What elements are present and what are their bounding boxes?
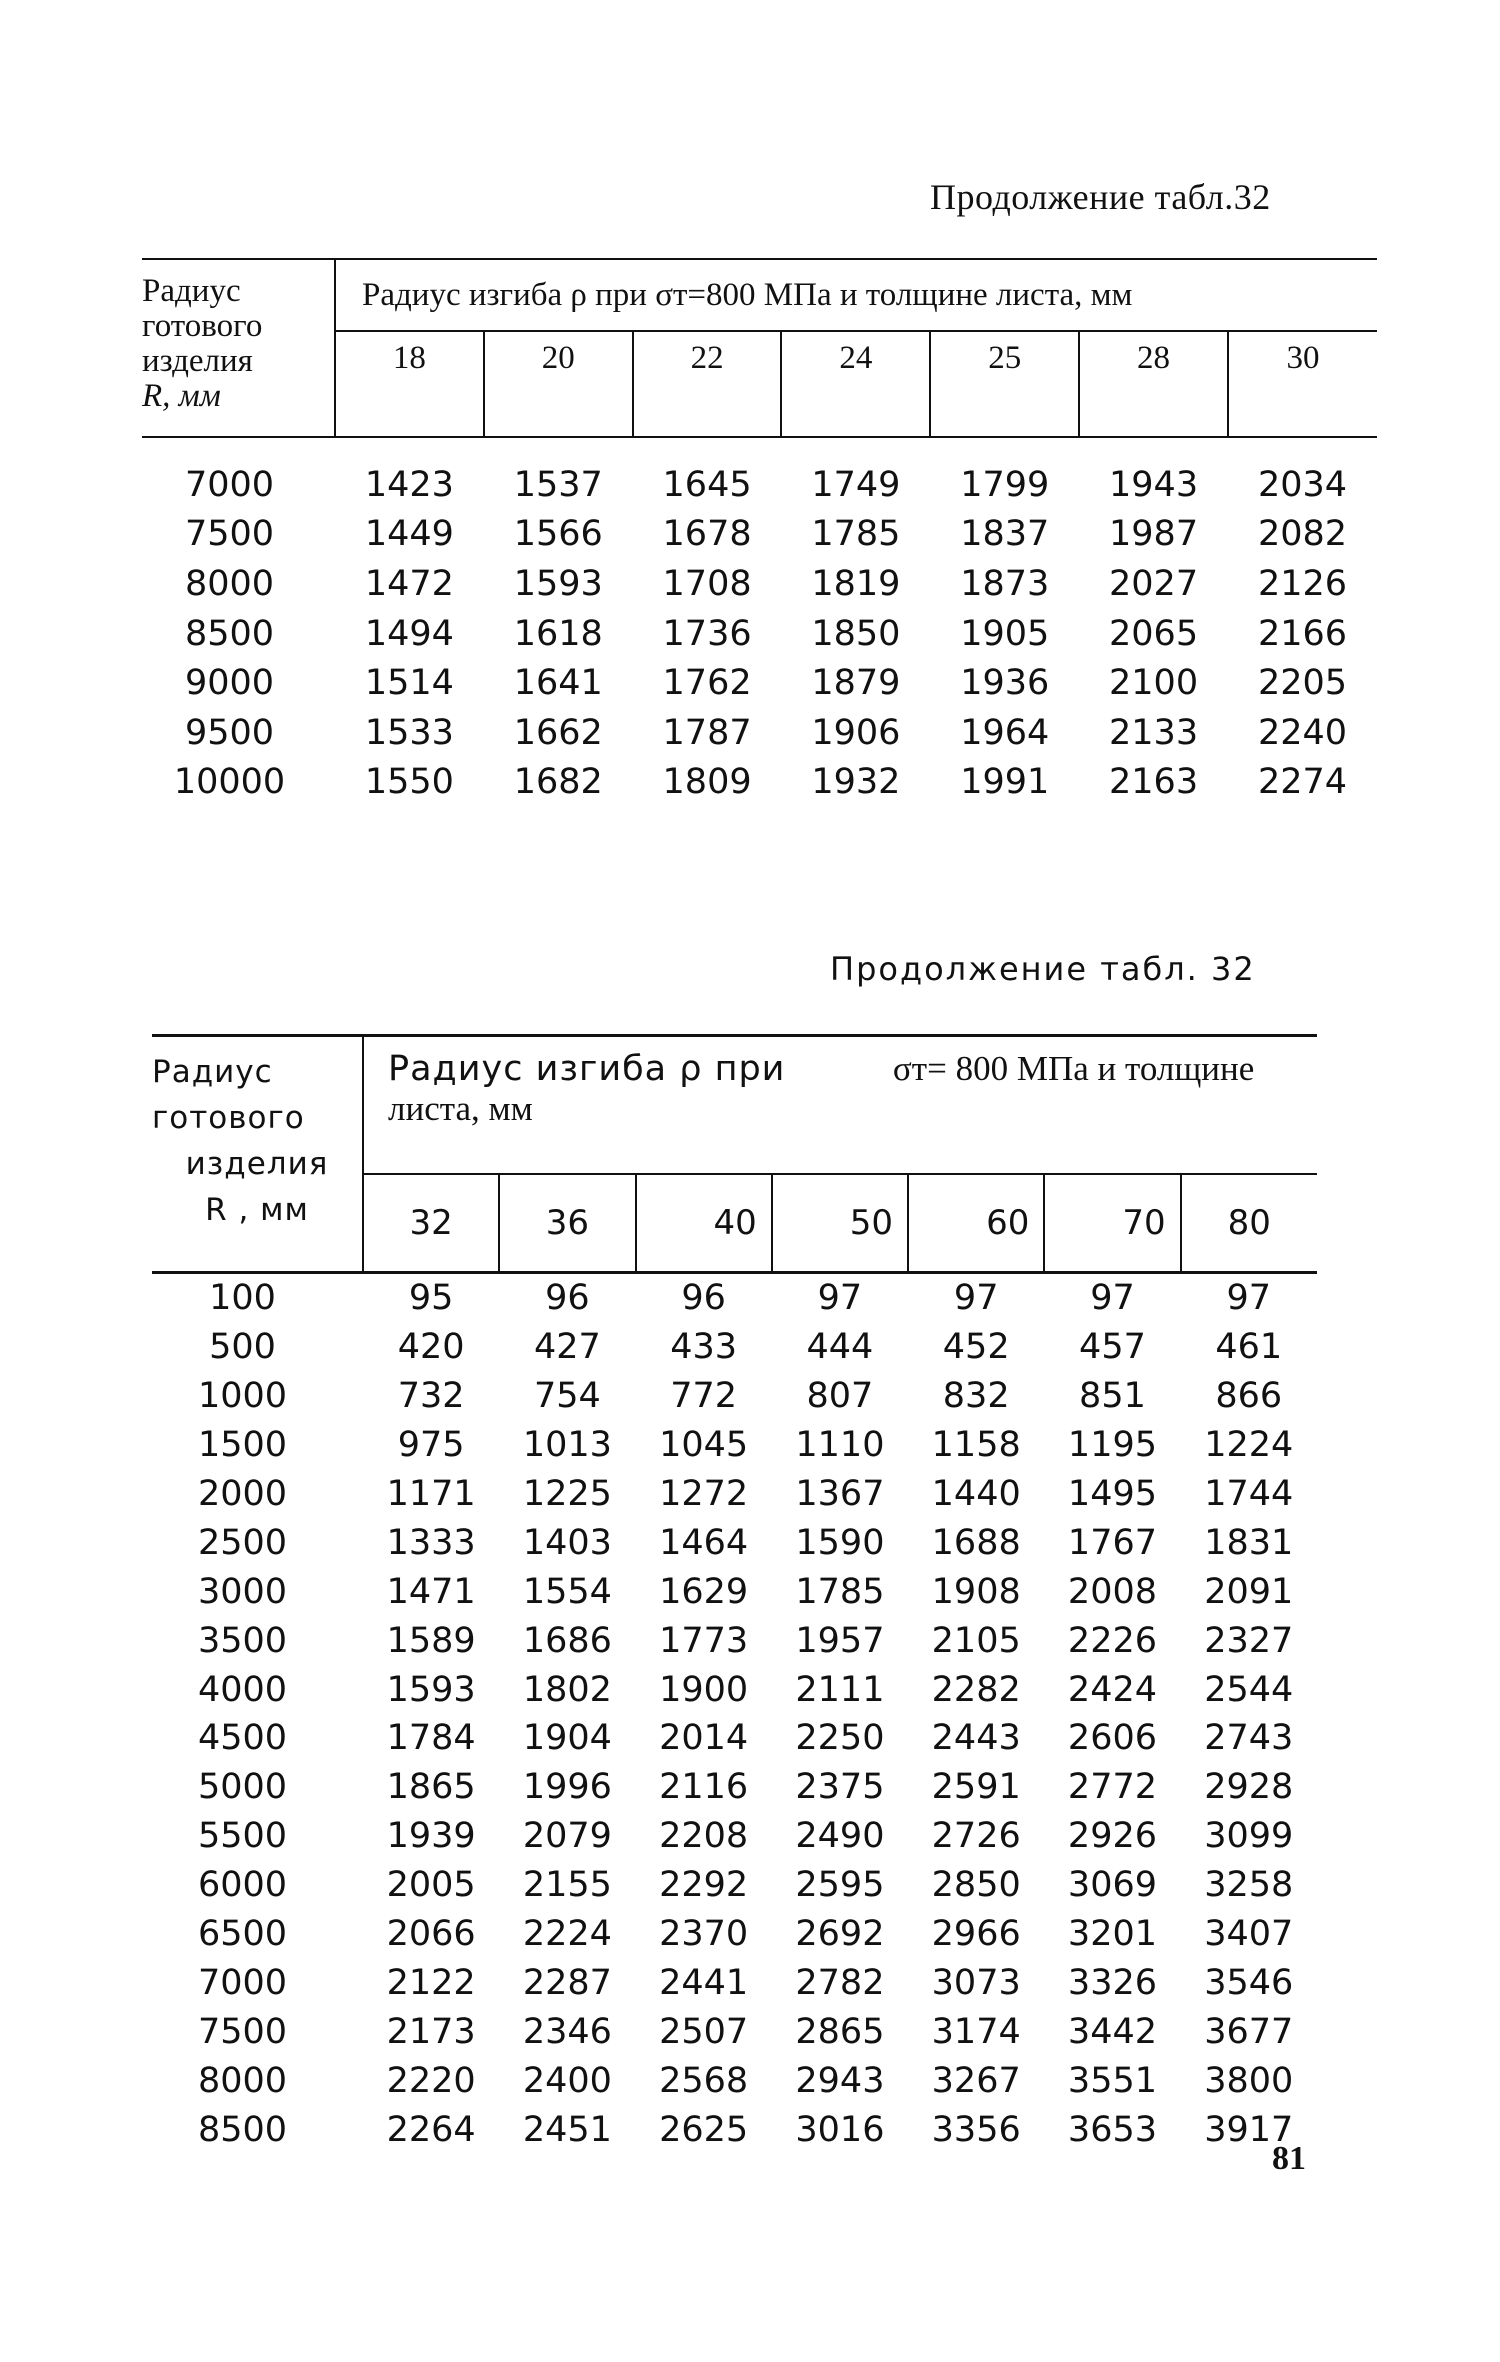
table2-caption: Продолжение табл. 32: [830, 950, 1256, 988]
bend-radius-cell: 1554: [522, 1571, 612, 1612]
bend-radius-cell: 1785: [795, 1571, 885, 1612]
table1-caption: Продолжение табл.32: [930, 177, 1271, 217]
bend-radius-cell: 3653: [1067, 2109, 1157, 2150]
bend-radius-cell: 772: [670, 1376, 738, 1417]
bend-radius-cell: 1688: [931, 1522, 1021, 1563]
bend-radius-cell: 2079: [522, 1816, 612, 1857]
bend-radius-cell: 1686: [522, 1620, 612, 1661]
bend-radius-cell: 97: [817, 1278, 863, 1319]
bend-radius-cell: 427: [533, 1327, 601, 1368]
product-radius-cell: 500: [209, 1327, 276, 1368]
table-row: [152, 2007, 1317, 2056]
bend-radius-cell: 2591: [931, 1767, 1021, 1808]
bend-radius-cell: 2743: [1204, 1718, 1294, 1759]
bend-radius-cell: 1641: [513, 663, 603, 704]
bend-radius-cell: 1678: [662, 514, 752, 555]
thickness-column-header: 40: [636, 1174, 772, 1273]
bend-radius-cell: 433: [670, 1327, 738, 1368]
bend-radius-cell: 3174: [931, 2011, 1021, 2052]
bend-radius-cell: 2772: [1067, 1767, 1157, 1808]
bend-radius-cell: 2928: [1204, 1767, 1294, 1808]
bend-radius-cell: 3917: [1204, 2109, 1294, 2150]
bend-radius-cell: 1809: [662, 762, 752, 803]
product-radius-cell: 6000: [197, 1865, 288, 1906]
bend-radius-cell: 2850: [931, 1865, 1021, 1906]
bend-radius-cell: 2282: [931, 1669, 1021, 1710]
bend-radius-cell: 1472: [364, 563, 454, 604]
bend-radius-cell: 1272: [659, 1474, 749, 1514]
bend-radius-cell: 2692: [795, 1914, 885, 1955]
bend-radius-cell: 2116: [659, 1767, 749, 1808]
row-header-line: Радиус: [152, 1054, 273, 1090]
bend-radius-cell: 1865: [386, 1767, 476, 1808]
table-row: [142, 758, 1377, 808]
product-radius-cell: 7000: [197, 1962, 288, 2003]
table-row: [152, 1372, 1317, 1421]
table-row: [152, 1567, 1317, 1616]
bend-radius-cell: 1908: [931, 1571, 1021, 1612]
bend-radius-cell: 1744: [1204, 1474, 1294, 1514]
thickness-column-header: 32: [363, 1174, 499, 1273]
bend-radius-cell: 2014: [659, 1718, 749, 1759]
product-radius-cell: 8000: [184, 563, 275, 604]
bend-radius-cell: 1900: [659, 1669, 749, 1710]
bend-radius-cell: 2507: [659, 2011, 749, 2052]
span-header: [363, 1036, 1317, 1175]
span-header-part: σт= 800 МПа и толщине: [892, 1049, 1255, 1088]
bend-radius-cell: 1403: [522, 1522, 612, 1563]
bend-radius-cell: 1987: [1109, 514, 1199, 555]
bend-radius-cell: 832: [942, 1376, 1010, 1417]
bend-radius-cell: 1964: [960, 712, 1050, 753]
bend-radius-cell: 1936: [960, 663, 1050, 704]
table-row: [152, 1518, 1317, 1567]
bend-radius-table-2: [152, 1034, 1317, 2154]
bend-radius-cell: 1785: [811, 514, 901, 555]
bend-radius-cell: 1736: [662, 613, 752, 654]
row-header-line: готового: [142, 308, 263, 344]
table-row: [152, 1958, 1317, 2007]
bend-radius-cell: 2606: [1067, 1718, 1157, 1759]
bend-radius-cell: 2155: [522, 1865, 612, 1906]
span-header-line2: листа, мм: [388, 1089, 533, 1128]
bend-radius-cell: 95: [408, 1278, 454, 1319]
bend-radius-cell: 3546: [1204, 1962, 1294, 2003]
bend-radius-table-1: [142, 258, 1377, 807]
bend-radius-cell: 1708: [662, 563, 752, 604]
bend-radius-cell: 1831: [1204, 1522, 1294, 1563]
table-row: [152, 2105, 1317, 2154]
product-radius-cell: 10000: [173, 762, 286, 803]
bend-radius-cell: 1749: [811, 464, 901, 505]
product-radius-cell: 5000: [197, 1767, 288, 1808]
bend-radius-cell: 2027: [1109, 563, 1199, 604]
product-radius-cell: 1000: [197, 1376, 288, 1417]
bend-radius-cell: 2451: [522, 2109, 612, 2150]
bend-radius-cell: 2424: [1067, 1669, 1157, 1710]
table-row: [142, 609, 1377, 659]
row-header-line: R , мм: [205, 1192, 309, 1228]
bend-radius-cell: 3326: [1067, 1962, 1157, 2003]
bend-radius-cell: 97: [953, 1278, 999, 1319]
bend-radius-cell: 1991: [960, 762, 1050, 803]
bend-radius-cell: 1784: [386, 1718, 476, 1759]
table-row: [142, 437, 1377, 510]
bend-radius-cell: 97: [1090, 1278, 1135, 1319]
bend-radius-cell: 1158: [931, 1425, 1021, 1466]
product-radius-cell: 7500: [197, 2011, 288, 2052]
bend-radius-cell: 461: [1215, 1327, 1283, 1368]
bend-radius-cell: 1932: [811, 762, 901, 803]
bend-radius-cell: 975: [397, 1425, 465, 1466]
bend-radius-cell: 1629: [659, 1571, 749, 1612]
span-header-part: Радиус изгиба ρ при: [388, 1049, 786, 1089]
bend-radius-cell: 1333: [386, 1522, 476, 1563]
thickness-column-header: 25: [930, 331, 1079, 437]
bend-radius-cell: 3356: [931, 2109, 1021, 2150]
bend-radius-cell: 3800: [1204, 2060, 1294, 2101]
thickness-column-header: 22: [633, 331, 782, 437]
table-row: [152, 1910, 1317, 1959]
bend-radius-cell: 1906: [811, 712, 901, 753]
bend-radius-cell: 97: [1226, 1278, 1272, 1319]
table-row: [152, 1714, 1317, 1763]
table-row: [152, 1665, 1317, 1714]
bend-radius-cell: 2105: [931, 1620, 1021, 1661]
row-header-line: Радиус: [142, 273, 241, 309]
bend-radius-cell: 807: [806, 1376, 874, 1417]
bend-radius-cell: 754: [533, 1376, 601, 1417]
row-header-line: готового: [152, 1100, 305, 1136]
bend-radius-cell: 2100: [1109, 663, 1199, 704]
thickness-column-header: 60: [908, 1174, 1044, 1273]
span-header: Радиус изгиба ρ при σт=800 МПа и толщине листа, мм: [335, 259, 1377, 331]
product-radius-cell: 7500: [184, 514, 275, 555]
table-row: [142, 708, 1377, 758]
bend-radius-cell: 96: [681, 1278, 726, 1319]
bend-radius-cell: 2008: [1067, 1571, 1157, 1612]
table-row: [152, 1763, 1317, 1812]
product-radius-cell: 9000: [184, 663, 275, 704]
bend-radius-cell: 1550: [364, 762, 454, 803]
bend-radius-cell: 1045: [659, 1425, 749, 1466]
bend-radius-cell: 2943: [795, 2060, 885, 2101]
row-header-cell: [152, 1036, 363, 1273]
table-row: [142, 510, 1377, 560]
thickness-column-header: 50: [772, 1174, 908, 1273]
bend-radius-cell: 3442: [1067, 2011, 1157, 2052]
page-number: 81: [1272, 2140, 1306, 2177]
bend-radius-cell: 851: [1079, 1376, 1146, 1417]
bend-radius-cell: 2370: [659, 1914, 749, 1955]
product-radius-cell: 8500: [184, 613, 275, 654]
bend-radius-cell: 457: [1079, 1327, 1146, 1368]
bend-radius-cell: 1762: [662, 663, 752, 704]
bend-radius-cell: 2287: [522, 1962, 612, 2003]
product-radius-cell: 5500: [197, 1816, 288, 1857]
bend-radius-cell: 452: [942, 1327, 1010, 1368]
bend-radius-cell: 2544: [1204, 1669, 1294, 1710]
bend-radius-cell: 1110: [795, 1425, 885, 1466]
bend-radius-cell: 2346: [522, 2011, 612, 2052]
bend-radius-cell: 2274: [1257, 762, 1348, 803]
bend-radius-cell: 2163: [1109, 762, 1199, 803]
bend-radius-cell: 2264: [386, 2109, 476, 2150]
product-radius-cell: 7000: [184, 464, 275, 505]
bend-radius-cell: 1449: [364, 514, 454, 555]
bend-radius-cell: 1367: [795, 1474, 885, 1514]
product-radius-cell: 100: [209, 1278, 276, 1319]
bend-radius-cell: 2066: [386, 1914, 476, 1955]
product-radius-cell: 2500: [197, 1522, 288, 1563]
product-radius-cell: 4000: [197, 1669, 288, 1710]
bend-radius-cell: 3258: [1204, 1865, 1294, 1906]
product-radius-cell: 4500: [197, 1718, 288, 1759]
bend-radius-cell: 2443: [931, 1718, 1021, 1759]
bend-radius-cell: 1773: [659, 1620, 749, 1661]
bend-radius-cell: 2726: [931, 1816, 1021, 1857]
product-radius-cell: 6500: [197, 1914, 288, 1955]
table-row: [152, 1273, 1317, 1323]
bend-radius-cell: 3201: [1067, 1914, 1157, 1955]
product-radius-cell: 8500: [197, 2109, 288, 2150]
thickness-column-header: 20: [484, 331, 633, 437]
product-radius-cell: 2000: [197, 1474, 288, 1514]
bend-radius-cell: 1957: [795, 1620, 885, 1661]
bend-radius-cell: 1905: [960, 613, 1050, 654]
product-radius-cell: 3500: [197, 1620, 288, 1661]
bend-radius-cell: 1850: [811, 613, 901, 654]
bend-radius-cell: 1013: [522, 1425, 612, 1466]
bend-radius-cell: 866: [1215, 1376, 1283, 1417]
bend-radius-cell: 2034: [1257, 464, 1348, 505]
table-row: [142, 658, 1377, 708]
table-row: [152, 1812, 1317, 1861]
bend-radius-cell: 2782: [795, 1962, 885, 2003]
bend-radius-cell: 2375: [795, 1767, 885, 1808]
bend-radius-cell: 1662: [513, 712, 603, 753]
bend-radius-cell: 1195: [1067, 1425, 1157, 1466]
bend-radius-cell: 1225: [522, 1474, 612, 1514]
bend-radius-cell: 420: [397, 1327, 465, 1368]
bend-radius-cell: 1819: [811, 563, 901, 604]
table-row: [152, 2056, 1317, 2105]
bend-radius-cell: 1533: [364, 712, 454, 753]
bend-radius-cell: 2595: [795, 1865, 885, 1906]
bend-radius-cell: 2166: [1257, 613, 1348, 654]
bend-radius-cell: 2126: [1257, 563, 1348, 604]
bend-radius-cell: 1996: [522, 1767, 612, 1808]
table-row: [152, 1323, 1317, 1372]
bend-radius-cell: 1939: [386, 1816, 476, 1857]
thickness-column-header: 18: [335, 331, 484, 437]
table-row: [142, 559, 1377, 609]
bend-radius-cell: 2122: [386, 1962, 476, 2003]
bend-radius-cell: 2490: [795, 1816, 885, 1857]
bend-radius-cell: 1464: [659, 1522, 749, 1563]
bend-radius-cell: 1904: [522, 1718, 612, 1759]
bend-radius-cell: 1943: [1109, 464, 1199, 505]
bend-radius-cell: 1593: [386, 1669, 476, 1710]
bend-radius-cell: 1514: [364, 663, 454, 704]
table-row: [152, 1616, 1317, 1665]
bend-radius-cell: 2327: [1204, 1620, 1294, 1661]
table-row: [152, 1861, 1317, 1910]
thickness-column-header: 80: [1181, 1174, 1317, 1273]
bend-radius-cell: 2926: [1067, 1816, 1157, 1857]
bend-radius-cell: 1787: [662, 712, 752, 753]
bend-radius-cell: 2240: [1257, 712, 1348, 753]
bend-radius-cell: 2250: [795, 1718, 885, 1759]
bend-radius-cell: 2966: [931, 1914, 1021, 1955]
thickness-column-header: 24: [781, 331, 930, 437]
bend-radius-cell: 1837: [960, 514, 1050, 555]
bend-radius-cell: 96: [545, 1278, 590, 1319]
product-radius-cell: 9500: [184, 712, 275, 753]
bend-radius-cell: 3099: [1204, 1816, 1294, 1857]
bend-radius-cell: 1802: [522, 1669, 612, 1710]
bend-radius-cell: 2082: [1257, 514, 1348, 555]
table-row: [152, 1470, 1317, 1519]
bend-radius-cell: 3407: [1204, 1914, 1294, 1955]
bend-radius-cell: 2111: [795, 1669, 885, 1710]
bend-radius-cell: 444: [806, 1327, 874, 1368]
bend-radius-cell: 732: [397, 1376, 465, 1417]
bend-radius-cell: 1440: [931, 1474, 1021, 1514]
bend-radius-cell: 2220: [386, 2060, 476, 2101]
bend-radius-cell: 3016: [795, 2109, 885, 2150]
row-header-cell: [142, 259, 335, 437]
bend-radius-cell: 1618: [513, 613, 603, 654]
bend-radius-cell: 2133: [1109, 712, 1199, 753]
bend-radius-cell: 2625: [659, 2109, 749, 2150]
product-radius-cell: 1500: [197, 1425, 288, 1466]
bend-radius-cell: 1589: [386, 1620, 476, 1661]
bend-radius-cell: 2005: [386, 1865, 476, 1906]
bend-radius-cell: 1224: [1204, 1425, 1294, 1466]
bend-radius-cell: 1494: [364, 613, 454, 654]
bend-radius-cell: 1879: [811, 663, 901, 704]
bend-radius-cell: 2173: [386, 2011, 476, 2052]
bend-radius-cell: 1799: [960, 464, 1050, 505]
bend-radius-cell: 2205: [1257, 663, 1348, 704]
bend-radius-cell: 1537: [513, 464, 603, 505]
bend-radius-cell: 1495: [1067, 1474, 1157, 1514]
bend-radius-cell: 3267: [931, 2060, 1021, 2101]
bend-radius-cell: 1873: [960, 563, 1050, 604]
bend-radius-cell: 2400: [522, 2060, 612, 2101]
row-header-line: изделия: [185, 1146, 329, 1182]
bend-radius-cell: 2441: [659, 1962, 749, 2003]
bend-radius-cell: 2208: [659, 1816, 749, 1857]
bend-radius-cell: 2865: [795, 2011, 885, 2052]
bend-radius-cell: 2091: [1204, 1571, 1294, 1612]
bend-radius-cell: 2568: [659, 2060, 749, 2101]
bend-radius-cell: 1171: [386, 1474, 476, 1514]
row-header-line: изделия: [142, 343, 253, 379]
bend-radius-cell: 3073: [931, 1962, 1021, 2003]
bend-radius-cell: 1682: [513, 762, 603, 803]
product-radius-cell: 3000: [197, 1571, 288, 1612]
bend-radius-cell: 2065: [1109, 613, 1199, 654]
table-row: [152, 1421, 1317, 1470]
bend-radius-cell: 1423: [364, 464, 454, 505]
bend-radius-cell: 1767: [1067, 1522, 1157, 1563]
bend-radius-cell: 3551: [1067, 2060, 1157, 2101]
row-header-line: R, мм: [142, 378, 221, 414]
bend-radius-cell: 2226: [1067, 1620, 1157, 1661]
bend-radius-cell: 2224: [522, 1914, 612, 1955]
product-radius-cell: 8000: [197, 2060, 288, 2101]
thickness-column-header: 36: [499, 1174, 635, 1273]
bend-radius-cell: 1590: [795, 1522, 885, 1563]
bend-radius-cell: 1471: [386, 1571, 476, 1612]
bend-radius-cell: 3069: [1067, 1865, 1157, 1906]
thickness-column-header: 70: [1044, 1174, 1180, 1273]
bend-radius-cell: 1593: [513, 563, 603, 604]
thickness-column-header: 28: [1079, 331, 1228, 437]
bend-radius-cell: 2292: [659, 1865, 749, 1906]
thickness-column-header: 30: [1228, 331, 1377, 437]
bend-radius-cell: 1645: [662, 464, 752, 505]
bend-radius-cell: 1566: [513, 514, 603, 555]
bend-radius-cell: 3677: [1204, 2011, 1294, 2052]
